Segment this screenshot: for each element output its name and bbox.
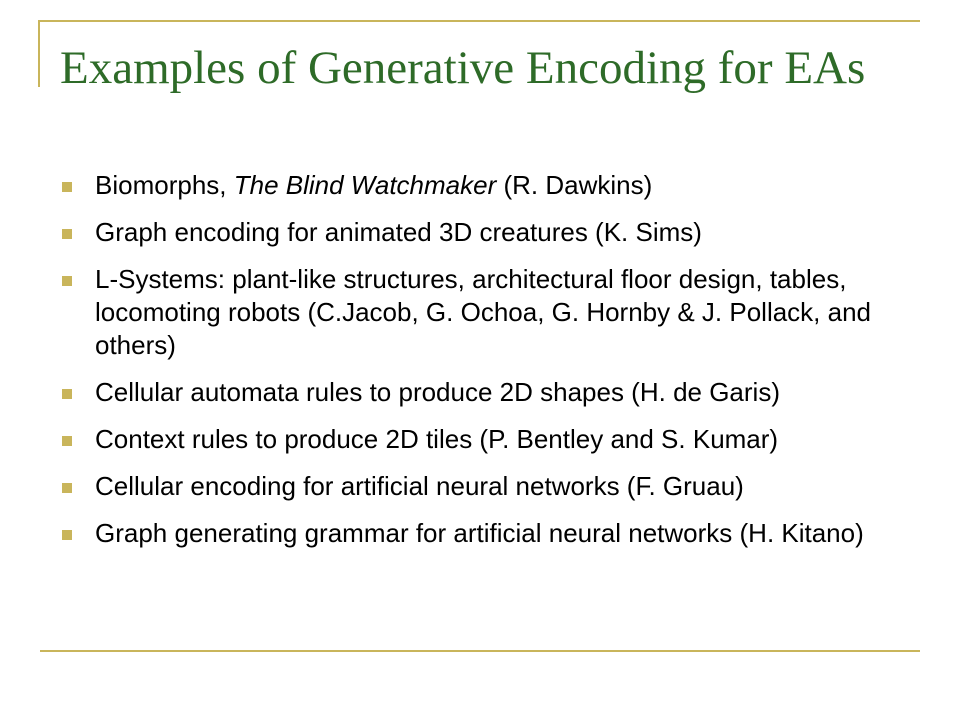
bullet-text: Context rules to produce 2D tiles (P. Bentley and S. Kumar) [95, 424, 779, 454]
square-bullet-icon [62, 276, 72, 286]
bullet-text-tail: (R. Dawkins) [496, 170, 653, 200]
square-bullet-icon [62, 530, 72, 540]
square-bullet-icon [62, 229, 72, 239]
bullet-item-cellular-encoding [62, 470, 912, 503]
bullet-item-context-rules [62, 423, 912, 456]
square-bullet-icon [62, 436, 72, 446]
square-bullet-icon [62, 182, 72, 192]
bottom-rule [40, 650, 920, 652]
bullet-text: Cellular encoding for artificial neural networks (F. Gruau) [95, 471, 744, 501]
square-bullet-icon [62, 483, 72, 493]
bullet-item-biomorphs [62, 169, 912, 202]
bullet-item-graph-encoding [62, 216, 912, 249]
bullet-text: L-Systems: plant-like structures, architectural floor design, tables, locomoting robots (C.Jacob, G. Ochoa, G. Hornby & J. Pollack, and others) [95, 264, 872, 360]
bullet-text: Cellular automata rules to produce 2D shapes (H. de Garis) [95, 377, 780, 407]
bullet-text [95, 169, 912, 202]
bullet-item-graph-grammar [62, 517, 912, 550]
bullet-text-lead: Biomorphs, [95, 170, 234, 200]
bullet-text: Graph generating grammar for artificial neural networks (H. Kitano) [95, 518, 864, 548]
bullet-text: Graph encoding for animated 3D creatures (K. Sims) [95, 217, 702, 247]
square-bullet-icon [62, 389, 72, 399]
bullet-item-l-systems [62, 263, 912, 362]
book-title: The Blind Watchmaker [233, 170, 497, 200]
bullet-item-cellular-automata [62, 376, 912, 409]
slide-title: Examples of Generative Encoding for EAs [60, 42, 866, 94]
left-rule [38, 20, 40, 87]
bullet-list [62, 169, 912, 564]
top-rule [40, 20, 920, 22]
